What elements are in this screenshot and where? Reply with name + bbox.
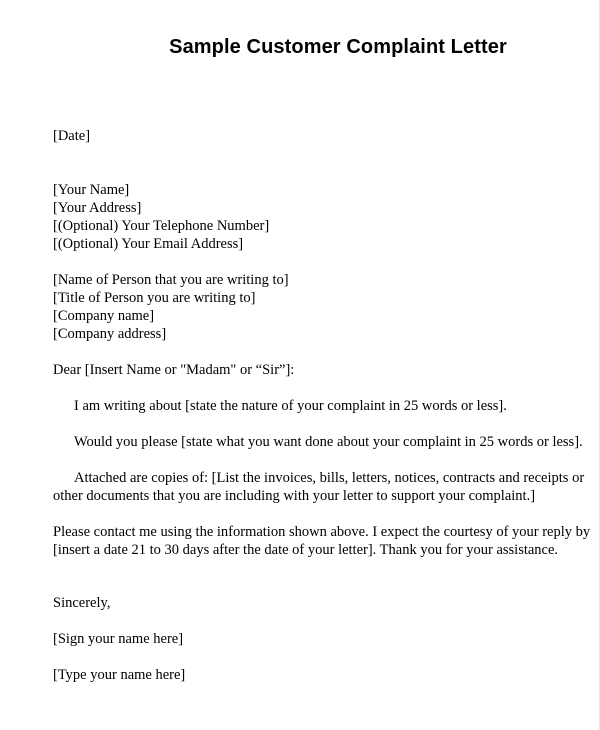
- recipient-title: [Title of Person you are writing to]: [53, 290, 256, 306]
- sender-phone: [(Optional) Your Telephone Number]: [53, 218, 270, 234]
- document-title: Sample Customer Complaint Letter: [169, 36, 507, 58]
- date-line: [Date]: [53, 128, 91, 144]
- paragraph-requested-action: Would you please [state what you want done about your complaint in 25 words or less].: [74, 434, 583, 450]
- signature-placeholder: [Sign your name here]: [53, 631, 184, 647]
- recipient-company-address: [Company address]: [53, 326, 167, 342]
- paragraph-attachments-line-2: other documents that you are including with your letter to support your complaint.]: [53, 488, 536, 504]
- sender-address: [Your Address]: [53, 200, 142, 216]
- typed-name-placeholder: [Type your name here]: [53, 667, 186, 683]
- sender-name: [Your Name]: [53, 182, 130, 198]
- recipient-name: [Name of Person that you are writing to]: [53, 272, 289, 288]
- closing: Sincerely,: [53, 595, 111, 611]
- paragraph-attachments-line-1: Attached are copies of: [List the invoices, bills, letters, notices, contracts and receipts or: [74, 470, 585, 486]
- paragraph-contact-line-1: Please contact me using the information shown above. I expect the courtesy of your reply by: [53, 524, 591, 540]
- salutation: Dear [Insert Name or "Madam" or “Sir”]:: [53, 362, 295, 378]
- recipient-company-name: [Company name]: [53, 308, 155, 324]
- paragraph-contact-line-2: [insert a date 21 to 30 days after the date of your letter]. Thank you for your assistance.: [53, 542, 559, 558]
- paragraph-complaint-nature: I am writing about [state the nature of your complaint in 25 words or less].: [74, 398, 507, 414]
- sender-email: [(Optional) Your Email Address]: [53, 236, 244, 252]
